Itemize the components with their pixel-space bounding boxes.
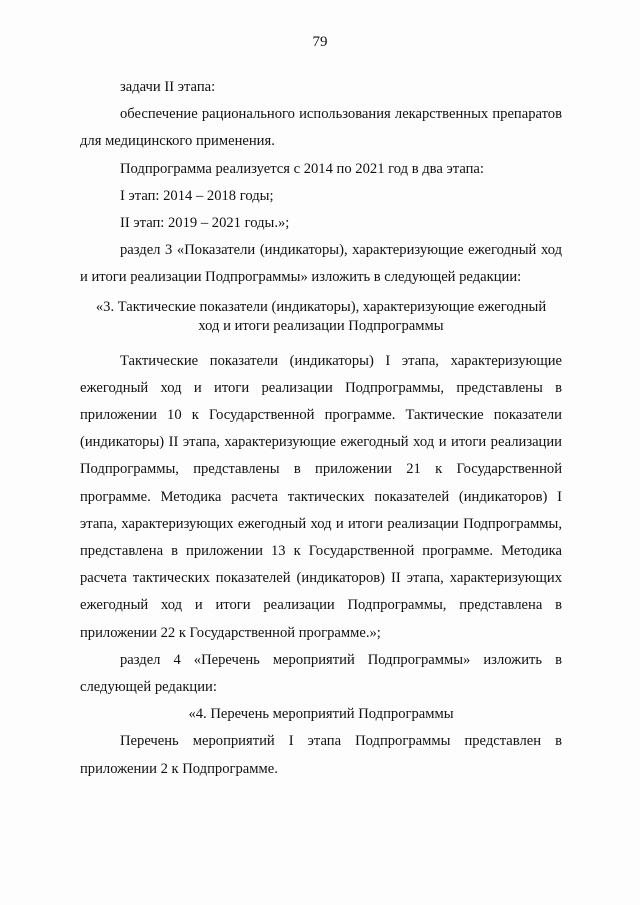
section4-heading: «4. Перечень мероприятий Подпрограммы (188, 706, 454, 723)
page-number: 79 (312, 34, 328, 50)
document-body (80, 74, 562, 783)
paragraph-stage1-years: I этап: 2014 – 2018 годы; (120, 187, 274, 204)
paragraph-rational-use: обеспечение рационального использования лекарственных препаратов для медицинского применения. (80, 106, 562, 150)
section3-heading-line2: ход и итоги реализации Подпрограммы (198, 317, 444, 334)
paragraph-section3-intro: раздел 3 «Показатели (индикаторы), характеризующие ежегодный ход и итоги реализации Подпрограммы» изложить в следующей редакции: (80, 242, 562, 286)
paragraph-stage2-tasks: задачи II этапа: (120, 79, 216, 95)
paragraph-tactical-indicators: Тактические показатели (индикаторы) I этапа, характеризующие ежегодный ход и итоги реализации Подпрограммы, представлены в приложении 10 к Государственной программе. Тактические показатели (индикаторы) II этапа, характеризующие ежегодный ход и итоги реализации Подпрограммы, представлены в приложении 21 к Государственной программе. Методика расчета тактических показателей (индикаторов) I этапа, характеризующих ежегодный ход и итоги реализации Подпрограммы, представлена в приложении 13 к Государственной программе. Методика расчета тактических показателей (индикаторов) II этапа, характеризующих ежегодный ход и итоги реализации Подпрограммы, представлена в приложении 22 к Государственной программе.»; (80, 352, 562, 641)
section3-heading (80, 298, 562, 336)
paragraph-subprogram-period: Подпрограмма реализуется с 2014 по 2021 год в два этапа: (120, 160, 484, 177)
paragraph-stage2-years: II этап: 2019 – 2021 годы.»; (120, 215, 290, 232)
section3-heading-line1: «3. Тактические показатели (индикаторы), характеризующие ежегодный (95, 298, 547, 315)
paragraph-section4-intro: раздел 4 «Перечень мероприятий Подпрограммы» изложить в следующей редакции: (80, 651, 562, 696)
paragraph-activities-list: Перечень мероприятий I этапа Подпрограммы представлен в приложении 2 к Подпрограмме. (80, 733, 562, 777)
